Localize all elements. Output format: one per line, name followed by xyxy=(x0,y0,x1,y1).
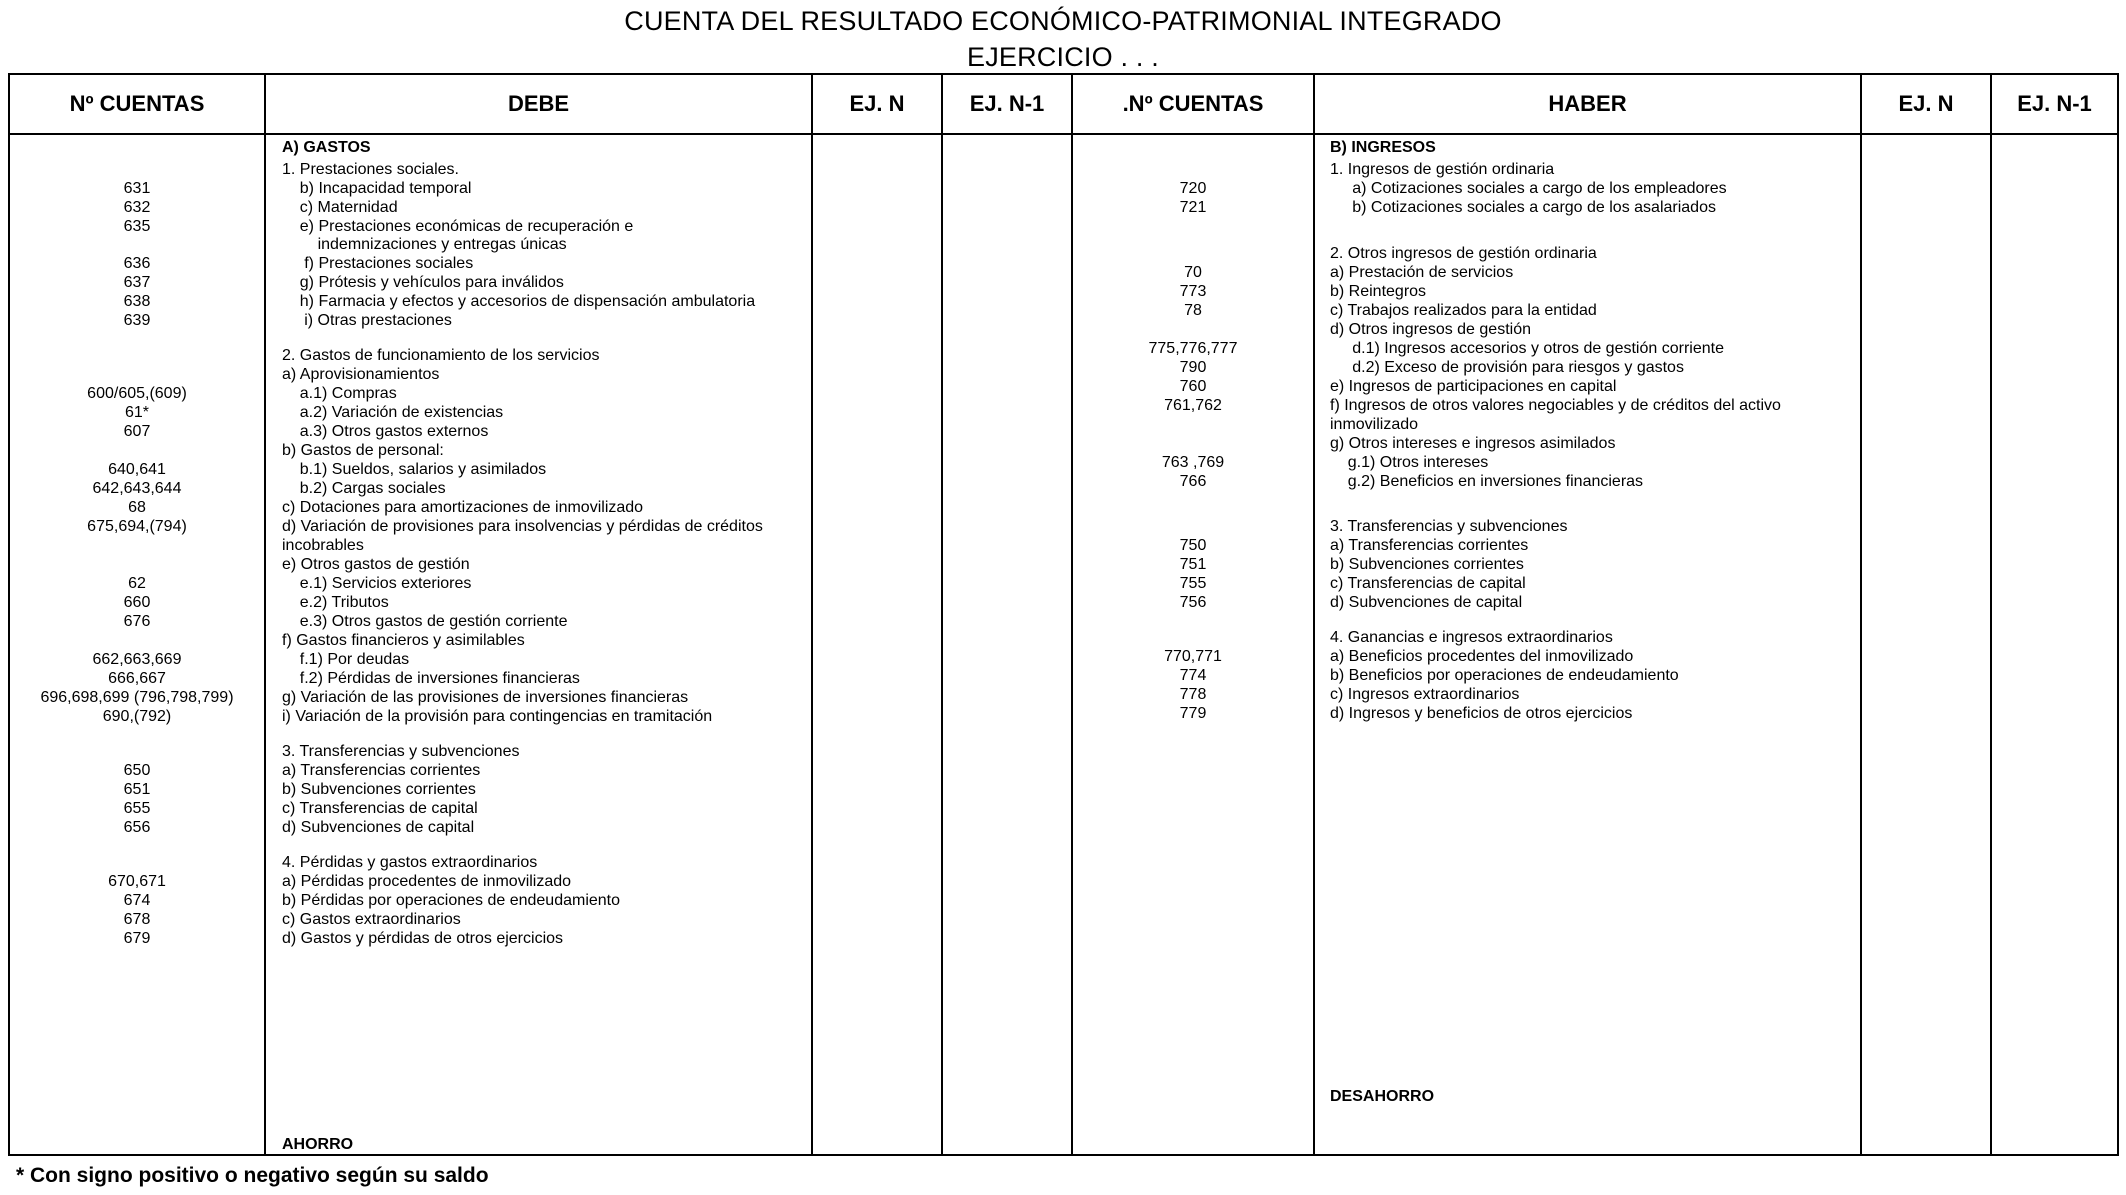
debe-account-14: 607 xyxy=(123,423,151,440)
haber-account-10: 790 xyxy=(1179,359,1207,376)
debe-account-13: 61* xyxy=(124,404,150,421)
haber-concept-11: e) Ingresos de participaciones en capital xyxy=(1330,378,1617,395)
debe-concept-35: 4. Pérdidas y gastos extraordinarios xyxy=(282,854,538,871)
haber-concept-26: d) Ingresos y beneficios de otros ejercicios xyxy=(1330,705,1633,722)
haber-account-25: 778 xyxy=(1179,686,1207,703)
debe-account-24: 676 xyxy=(123,613,151,630)
debe-concept-8: h) Farmacia y efectos y accesorios de dispensación ambulatoria xyxy=(282,293,756,310)
debe-concept-36: a) Pérdidas procedentes de inmovilizado xyxy=(282,873,572,890)
header-debe: DEBE xyxy=(507,91,570,116)
haber-concept-25: c) Ingresos extraordinarios xyxy=(1330,686,1520,703)
column-divider xyxy=(811,75,813,1154)
debe-account-39: 679 xyxy=(123,930,151,947)
haber-concept-17: 3. Transferencias y subvenciones xyxy=(1330,518,1568,535)
haber-concept-6: b) Reintegros xyxy=(1330,283,1427,300)
debe-concept-21: e) Otros gastos de gestión xyxy=(282,556,470,573)
header-cuentas-left: Nº CUENTAS xyxy=(69,91,205,116)
debe-concept-37: b) Pérdidas por operaciones de endeudamiento xyxy=(282,892,621,909)
debe-concept-38: c) Gastos extraordinarios xyxy=(282,911,461,928)
debe-account-6: 636 xyxy=(123,255,151,272)
debe-account-3: 632 xyxy=(123,199,151,216)
haber-concept-21: d) Subvenciones de capital xyxy=(1330,594,1523,611)
debe-concept-17: b.2) Cargas sociales xyxy=(282,480,446,497)
haber-concept-20: c) Transferencias de capital xyxy=(1330,575,1526,592)
debe-concept-39: d) Gastos y pérdidas de otros ejercicios xyxy=(282,930,564,947)
debe-concept-40: AHORRO xyxy=(282,1136,354,1153)
haber-concept-24: b) Beneficios por operaciones de endeudamiento xyxy=(1330,667,1679,684)
debe-account-29: 690,(792) xyxy=(102,708,172,725)
debe-concept-28: g) Variación de las provisiones de inversiones financieras xyxy=(282,689,689,706)
debe-concept-18: c) Dotaciones para amortizaciones de inmovilizado xyxy=(282,499,644,516)
haber-concept-1: 1. Ingresos de gestión ordinaria xyxy=(1330,161,1555,178)
debe-account-7: 637 xyxy=(123,274,151,291)
debe-concept-1: 1. Prestaciones sociales. xyxy=(282,161,459,178)
haber-concept-2: a) Cotizaciones sociales a cargo de los empleadores xyxy=(1330,180,1727,197)
header-ej-n1-right: EJ. N-1 xyxy=(2017,91,2092,116)
column-divider xyxy=(264,75,266,1154)
haber-concept-22: 4. Ganancias e ingresos extraordinarios xyxy=(1330,629,1613,646)
header-divider xyxy=(10,133,2117,135)
haber-concept-0: B) INGRESOS xyxy=(1330,139,1436,156)
debe-account-37: 674 xyxy=(123,892,151,909)
header-cuentas-right: .Nº CUENTAS xyxy=(1122,91,1264,116)
debe-account-27: 666,667 xyxy=(108,670,166,687)
debe-concept-32: b) Subvenciones corrientes xyxy=(282,781,476,798)
haber-concept-19: b) Subvenciones corrientes xyxy=(1330,556,1524,573)
header-ej-n1-left: EJ. N-1 xyxy=(969,91,1045,116)
haber-concept-27: DESAHORRO xyxy=(1330,1088,1435,1105)
haber-concept-12: f) Ingresos de otros valores negociables y de créditos del activo xyxy=(1330,397,1781,414)
haber-concept-10: d.2) Exceso de provisión para riesgos y gastos xyxy=(1330,359,1684,376)
debe-account-16: 640,641 xyxy=(108,461,166,478)
haber-concept-5: a) Prestación de servicios xyxy=(1330,264,1514,281)
debe-concept-31: a) Transferencias corrientes xyxy=(282,762,481,779)
column-divider xyxy=(1860,75,1862,1154)
debe-concept-12: a.1) Compras xyxy=(282,385,397,402)
haber-account-6: 773 xyxy=(1179,283,1207,300)
column-divider xyxy=(1990,75,1992,1154)
document-title: CUENTA DEL RESULTADO ECONÓMICO-PATRIMONIAL INTEGRADO xyxy=(624,6,1502,36)
haber-concept-9: d.1) Ingresos accesorios y otros de gestión corriente xyxy=(1330,340,1724,357)
statement-table xyxy=(8,73,2119,1156)
header-haber: HABER xyxy=(1548,91,1627,116)
haber-account-21: 756 xyxy=(1179,594,1207,611)
haber-account-15: 763 ,769 xyxy=(1161,454,1225,471)
debe-concept-26: f.1) Por deudas xyxy=(282,651,410,668)
haber-account-3: 721 xyxy=(1179,199,1207,216)
haber-account-23: 770,771 xyxy=(1164,648,1222,665)
haber-account-16: 766 xyxy=(1179,473,1207,490)
haber-account-26: 779 xyxy=(1179,705,1207,722)
debe-concept-25: f) Gastos financieros y asimilables xyxy=(282,632,525,649)
debe-concept-30: 3. Transferencias y subvenciones xyxy=(282,743,520,760)
debe-concept-10: 2. Gastos de funcionamiento de los servicios xyxy=(282,347,600,364)
debe-concept-3: c) Maternidad xyxy=(282,199,398,216)
haber-concept-14: g) Otros intereses e ingresos asimilados xyxy=(1330,435,1616,452)
haber-account-12: 761,762 xyxy=(1164,397,1222,414)
haber-account-5: 70 xyxy=(1184,264,1202,281)
haber-concept-4: 2. Otros ingresos de gestión ordinaria xyxy=(1330,245,1597,262)
debe-account-18: 68 xyxy=(128,499,146,516)
debe-concept-24: e.3) Otros gastos de gestión corriente xyxy=(282,613,568,630)
debe-concept-27: f.2) Pérdidas de inversiones financieras xyxy=(282,670,580,687)
debe-account-9: 639 xyxy=(123,312,151,329)
haber-account-11: 760 xyxy=(1179,378,1207,395)
haber-account-20: 755 xyxy=(1179,575,1207,592)
haber-concept-18: a) Transferencias corrientes xyxy=(1330,537,1529,554)
debe-account-38: 678 xyxy=(123,911,151,928)
column-divider xyxy=(1071,75,1073,1154)
haber-account-18: 750 xyxy=(1179,537,1207,554)
debe-account-31: 650 xyxy=(123,762,151,779)
haber-account-7: 78 xyxy=(1184,302,1202,319)
debe-concept-29: i) Variación de la provisión para contingencias en tramitación xyxy=(282,708,713,725)
debe-account-17: 642,643,644 xyxy=(92,480,182,497)
debe-concept-22: e.1) Servicios exteriores xyxy=(282,575,472,592)
debe-concept-5: indemnizaciones y entregas únicas xyxy=(282,236,567,253)
debe-account-36: 670,671 xyxy=(108,873,166,890)
column-divider xyxy=(941,75,943,1154)
debe-concept-23: e.2) Tributos xyxy=(282,594,389,611)
debe-account-26: 662,663,669 xyxy=(92,651,182,668)
debe-concept-2: b) Incapacidad temporal xyxy=(282,180,472,197)
debe-concept-11: a) Aprovisionamientos xyxy=(282,366,440,383)
haber-concept-8: d) Otros ingresos de gestión xyxy=(1330,321,1531,338)
debe-concept-20: incobrables xyxy=(282,537,364,554)
header-ej-n-left: EJ. N xyxy=(849,91,905,116)
debe-account-34: 656 xyxy=(123,819,151,836)
haber-account-24: 774 xyxy=(1179,667,1207,684)
debe-account-12: 600/605,(609) xyxy=(87,385,187,402)
haber-concept-7: c) Trabajos realizados para la entidad xyxy=(1330,302,1597,319)
haber-account-19: 751 xyxy=(1179,556,1207,573)
debe-concept-7: g) Prótesis y vehículos para inválidos xyxy=(282,274,564,291)
debe-concept-19: d) Variación de provisiones para insolvencias y pérdidas de créditos xyxy=(282,518,763,535)
debe-concept-16: b.1) Sueldos, salarios y asimilados xyxy=(282,461,547,478)
footnote: * Con signo positivo o negativo según su saldo xyxy=(16,1164,489,1187)
debe-concept-33: c) Transferencias de capital xyxy=(282,800,478,817)
document-subtitle: EJERCICIO . . . xyxy=(966,42,1160,72)
haber-account-9: 775,776,777 xyxy=(1148,340,1238,357)
debe-account-4: 635 xyxy=(123,218,151,235)
header-ej-n-right: EJ. N xyxy=(1898,91,1954,116)
debe-concept-0: A) GASTOS xyxy=(282,139,371,156)
haber-concept-23: a) Beneficios procedentes del inmovilizado xyxy=(1330,648,1634,665)
haber-concept-13: inmovilizado xyxy=(1330,416,1419,433)
column-divider xyxy=(1313,75,1315,1154)
debe-account-19: 675,694,(794) xyxy=(87,518,187,535)
debe-account-22: 62 xyxy=(128,575,146,592)
debe-account-2: 631 xyxy=(123,180,151,197)
haber-concept-3: b) Cotizaciones sociales a cargo de los asalariados xyxy=(1330,199,1716,216)
debe-account-8: 638 xyxy=(123,293,151,310)
debe-account-33: 655 xyxy=(123,800,151,817)
debe-concept-15: b) Gastos de personal: xyxy=(282,442,444,459)
debe-concept-34: d) Subvenciones de capital xyxy=(282,819,475,836)
debe-concept-6: f) Prestaciones sociales xyxy=(282,255,474,272)
debe-concept-14: a.3) Otros gastos externos xyxy=(282,423,489,440)
debe-concept-4: e) Prestaciones económicas de recuperación e xyxy=(282,218,634,235)
haber-concept-16: g.2) Beneficios en inversiones financieras xyxy=(1330,473,1644,490)
debe-account-28: 696,698,699 (796,798,799) xyxy=(40,689,234,706)
debe-account-32: 651 xyxy=(123,781,151,798)
debe-concept-9: i) Otras prestaciones xyxy=(282,312,452,329)
debe-account-23: 660 xyxy=(123,594,151,611)
debe-concept-13: a.2) Variación de existencias xyxy=(282,404,504,421)
haber-concept-15: g.1) Otros intereses xyxy=(1330,454,1489,471)
haber-account-2: 720 xyxy=(1179,180,1207,197)
